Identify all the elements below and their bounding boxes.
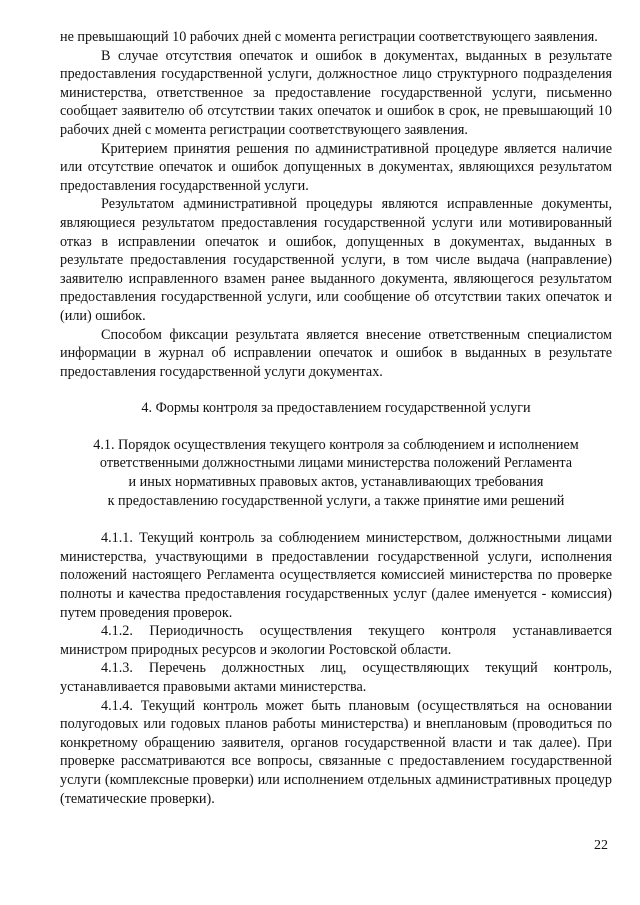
paragraph-4-1-1: 4.1.1. Текущий контроль за соблюдением министерством, должностными лицами министерства, участвующими в предоставлении государственной услуги, исполнения положений настоящего Регламента осуществляется комиссией министерства по проверке полноты и качества предоставления государственных услуг (далее именуется - комиссия) путем проведения проверок. [60,530,612,621]
subsection-heading-line: ответственными должностными лицами министерства положений Регламента [99,455,573,472]
subsection-heading-line: и иных нормативных правовых актов, устанавливающих требования [128,474,544,491]
paragraph-result-recording: Способом фиксации результата является внесение ответственным специалистом информации в журнал об исправлении опечаток и ошибок в выданных в результате предоставления государственной услуги документах. [60,326,612,380]
paragraph-decision-criterion: Критерием принятия решения по административной процедуре является наличие или отсутствие опечаток и ошибок допущенных в документах, являющихся результатом предоставления государственной услуги. [60,140,612,194]
subsection-heading-line: 4.1. Порядок осуществления текущего контроля за соблюдением и исполнением [93,436,579,453]
page-number: 22 [594,838,608,853]
paragraph-4-1-3: 4.1.3. Перечень должностных лиц, осуществляющих текущий контроль, устанавливается правовыми актами министерства. [60,660,612,695]
subsection-heading-line: к предоставлению государственной услуги, а также принятие ими решений [107,492,565,509]
document-page [60,28,612,808]
paragraph-4-1-2: 4.1.2. Периодичность осуществления текущего контроля устанавливается министром природных ресурсов и экологии Ростовской области. [60,623,612,658]
paragraph-procedure-result: Результатом административной процедуры являются исправленные документы, являющиеся результатом предоставления государственной услуги или мотивированный отказ в исправлении опечаток и ошибок, допущенных в документах, выданных в результате предоставления государственной услуги, в том числе выдача (направление) заявителю исправленного взамен ранее выданного документа, являющегося результатом предоставления государственной услуги, или сообщение об отсутствии таких опечаток и (или) ошибок. [60,196,612,324]
subsection-heading [60,436,612,510]
paragraph-continuation: не превышающий 10 рабочих дней с момента регистрации соответствующего заявления. [60,29,598,45]
paragraph-no-errors-notice: В случае отсутствия опечаток и ошибок в документах, выданных в результате предоставления государственной услуги, должностное лицо структурного подразделения министерства, ответственное за предоставление государственной услуги, письменно сообщает заявителю об отсутствии таких опечаток и ошибок в срок, не превышающий 10 рабочих дней с момента регистрации соответствующего заявления. [60,47,612,138]
section-heading: 4. Формы контроля за предоставлением государственной услуги [141,400,531,417]
paragraph-4-1-4: 4.1.4. Текущий контроль может быть плановым (осуществляться на основании полугодовых или годовых планов работы министерства) и внеплановым (проводиться по конкретному обращению заявителя, органов государственной власти и так далее). При проверке рассматриваются все вопросы, связанные с предоставлением государственной услуги (комплексные проверки) или исполнением отдельных административных процедур (тематические проверки). [60,697,612,807]
